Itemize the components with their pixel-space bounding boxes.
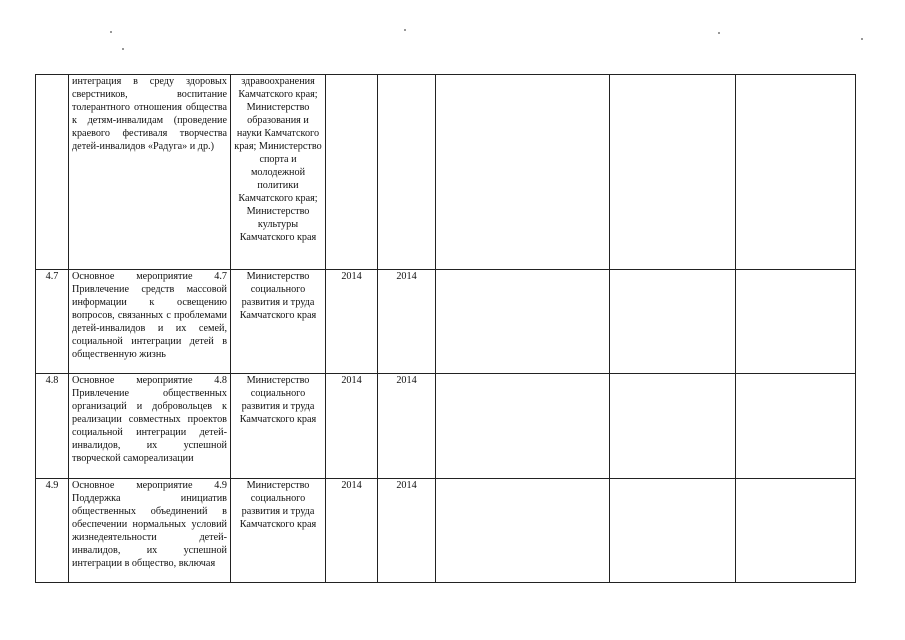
empty-cell xyxy=(436,374,610,479)
row-number xyxy=(36,75,69,270)
scan-speck xyxy=(404,29,406,31)
start-year: 2014 xyxy=(326,374,378,479)
empty-cell xyxy=(736,479,856,583)
start-year: 2014 xyxy=(326,270,378,374)
table-row xyxy=(36,374,856,479)
measures-table xyxy=(35,74,856,583)
empty-cell xyxy=(610,270,736,374)
end-year: 2014 xyxy=(378,270,436,374)
end-year xyxy=(378,75,436,270)
scan-speck xyxy=(718,32,720,34)
empty-cell xyxy=(736,374,856,479)
measure-description: Основное мероприятие 4.9 Поддержка инициатив общественных объединений в обеспечении нормальных условий жизнедеятельности детей-инвалидов, их успешной интеграции в общество, включая xyxy=(69,479,231,583)
end-year: 2014 xyxy=(378,479,436,583)
end-year: 2014 xyxy=(378,374,436,479)
row-number: 4.7 xyxy=(36,270,69,374)
start-year xyxy=(326,75,378,270)
scan-speck xyxy=(110,31,112,33)
row-number: 4.8 xyxy=(36,374,69,479)
responsible-executor: Министерство социального развития и труда Камчатского края xyxy=(231,374,326,479)
empty-cell xyxy=(610,479,736,583)
measure-description: Основное мероприятие 4.8 Привлечение общественных организаций и добровольцев к реализации совместных проектов социальной интеграции детей-инвалидов, их успешной творческой самореализации xyxy=(69,374,231,479)
empty-cell xyxy=(610,374,736,479)
start-year: 2014 xyxy=(326,479,378,583)
empty-cell xyxy=(736,75,856,270)
empty-cell xyxy=(610,75,736,270)
row-number: 4.9 xyxy=(36,479,69,583)
responsible-executor: Министерство социального развития и труда Камчатского края xyxy=(231,270,326,374)
responsible-executor: Министерство социального развития и труда Камчатского края xyxy=(231,479,326,583)
table-row xyxy=(36,270,856,374)
measure-description: интеграция в среду здоровых сверстников, воспитание толерантного отношения общества к детям-инвалидам (проведение краевого фестиваля творчества детей-инвалидов «Радуга» и др.) xyxy=(69,75,231,270)
measure-description: Основное мероприятие 4.7 Привлечение средств массовой информации к освещению вопросов, связанных с проблемами детей-инвалидов и их семей, социальной интеграции детей в общественную жизнь xyxy=(69,270,231,374)
responsible-executor: здравоохранения Камчатского края; Министерство образования и науки Камчатского края; Министерство спорта и молодежной политики Камчатского края; Министерство культуры Камчатского края xyxy=(231,75,326,270)
table-row xyxy=(36,479,856,583)
empty-cell xyxy=(736,270,856,374)
empty-cell xyxy=(436,75,610,270)
table-row xyxy=(36,75,856,270)
scan-speck xyxy=(861,38,863,40)
empty-cell xyxy=(436,479,610,583)
scan-speck xyxy=(122,48,124,50)
empty-cell xyxy=(436,270,610,374)
